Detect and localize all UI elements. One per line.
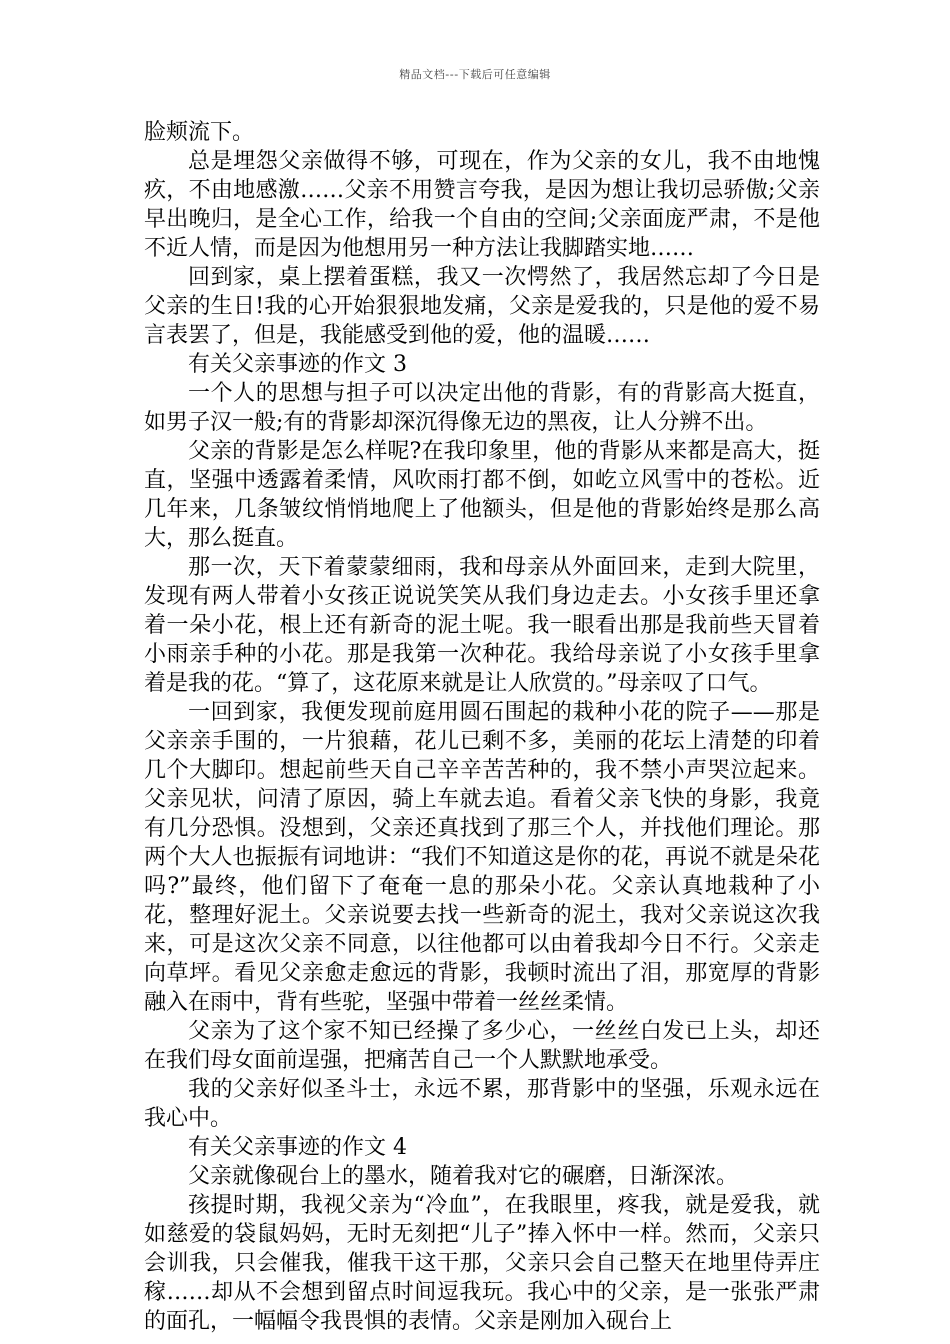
page-header: 精品文档---下载后可任意编辑 — [399, 68, 551, 81]
paragraph: 一回到家，我便发现前庭用圆石围起的栽种小花的院子——那是父亲亲手围的，一片狼藉，花儿已剩不多，美丽的花坛上清楚的印着几个大脚印。想起前些天自己辛辛苦苦种的，我不禁小声哭泣起来。父亲见状，问清了原因，骑上车就去追。看着父亲飞快的身影，我竟有几分恐惧。没想到，父亲还真找到了那三个人，并找他们理论。那两个大人也振振有词地讲：“我们不知道这是你的花，再说不就是朵花吗?”最终，他们留下了奄奄一息的那朵小花。父亲认真地栽种了小花，整理好泥土。父亲说要去找一些新奇的泥土，我对父亲说这次我来，可是这次父亲不同意，以往他都可以由着我却今日不行。父亲走向草坪。看见父亲愈走愈远的背影，我顿时流出了泪，那宽厚的背影融入在雨中，背有些驼，坚强中带着一丝丝柔情。 — [144, 700, 820, 1015]
section-heading: 有关父亲事迹的作文 3 — [188, 352, 407, 377]
document-body — [144, 118, 820, 1336]
paragraph: 孩提时期，我视父亲为“冷血”，在我眼里，疼我，就是爱我，就如慈爱的袋鼠妈妈，无时无刻把“儿子”捧入怀中一样。然而，父亲只会训我，只会催我，催我干这干那，父亲只会自己整天在地里侍弄庄稼……却从不会想到留点时间逗我玩。我心中的父亲，是一张张严肃的面孔，一幅幅令我畏惧的表情。父亲是刚加入砚台上 — [144, 1193, 820, 1334]
paragraph: 父亲为了这个家不知已经操了多少心，一丝丝白发已上头，却还在我们母女面前逞强，把痛苦自己一个人默默地承受。 — [144, 1019, 820, 1073]
paragraph: 父亲就像砚台上的墨水，随着我对它的碾磨，日渐深浓。 — [188, 1164, 739, 1189]
paragraph: 那一次，天下着蒙蒙细雨，我和母亲从外面回来，走到大院里，发现有两人带着小女孩正说说笑笑从我们身边走去。小女孩手里还拿着一朵小花，根上还有新奇的泥土呢。我一眼看出那是我前些天冒着小雨亲手种的小花。那是我第一次种花。我给母亲说了小女孩手里拿着是我的花。“算了，这花原来就是让人欣赏的。”母亲叹了口气。 — [144, 555, 820, 696]
paragraph: 一个人的思想与担子可以决定出他的背影，有的背影高大挺直，如男子汉一般;有的背影却深沉得像无边的黑夜，让人分辨不出。 — [144, 381, 820, 435]
paragraph: 回到家，桌上摆着蛋糕，我又一次愕然了，我居然忘却了今日是父亲的生日!我的心开始狠狠地发痛，父亲是爱我的，只是他的爱不易言表罢了，但是，我能感受到他的爱，他的温暖…… — [144, 265, 820, 348]
paragraph: 总是埋怨父亲做得不够，可现在，作为父亲的女儿，我不由地愧疚，不由地感激……父亲不用赞言夸我，是因为想让我切忌骄傲;父亲早出晚归，是全心工作，给我一个自由的空间;父亲面庞严肃，不是他不近人情，而是因为他想用另一种方法让我脚踏实地…… — [144, 149, 820, 261]
paragraph: 父亲的背影是怎么样呢?在我印象里，他的背影从来都是高大，挺直，坚强中透露着柔情，风吹雨打都不倒，如屹立风雪中的苍松。近几年来，几条皱纹悄悄地爬上了他额头，但是他的背影始终是那么高大，那么挺直。 — [144, 439, 820, 551]
section-heading: 有关父亲事迹的作文 4 — [188, 1135, 407, 1160]
paragraph: 我的父亲好似圣斗士，永远不累，那背影中的坚强，乐观永远在我心中。 — [144, 1077, 820, 1131]
paragraph: 脸颊流下。 — [144, 120, 255, 145]
